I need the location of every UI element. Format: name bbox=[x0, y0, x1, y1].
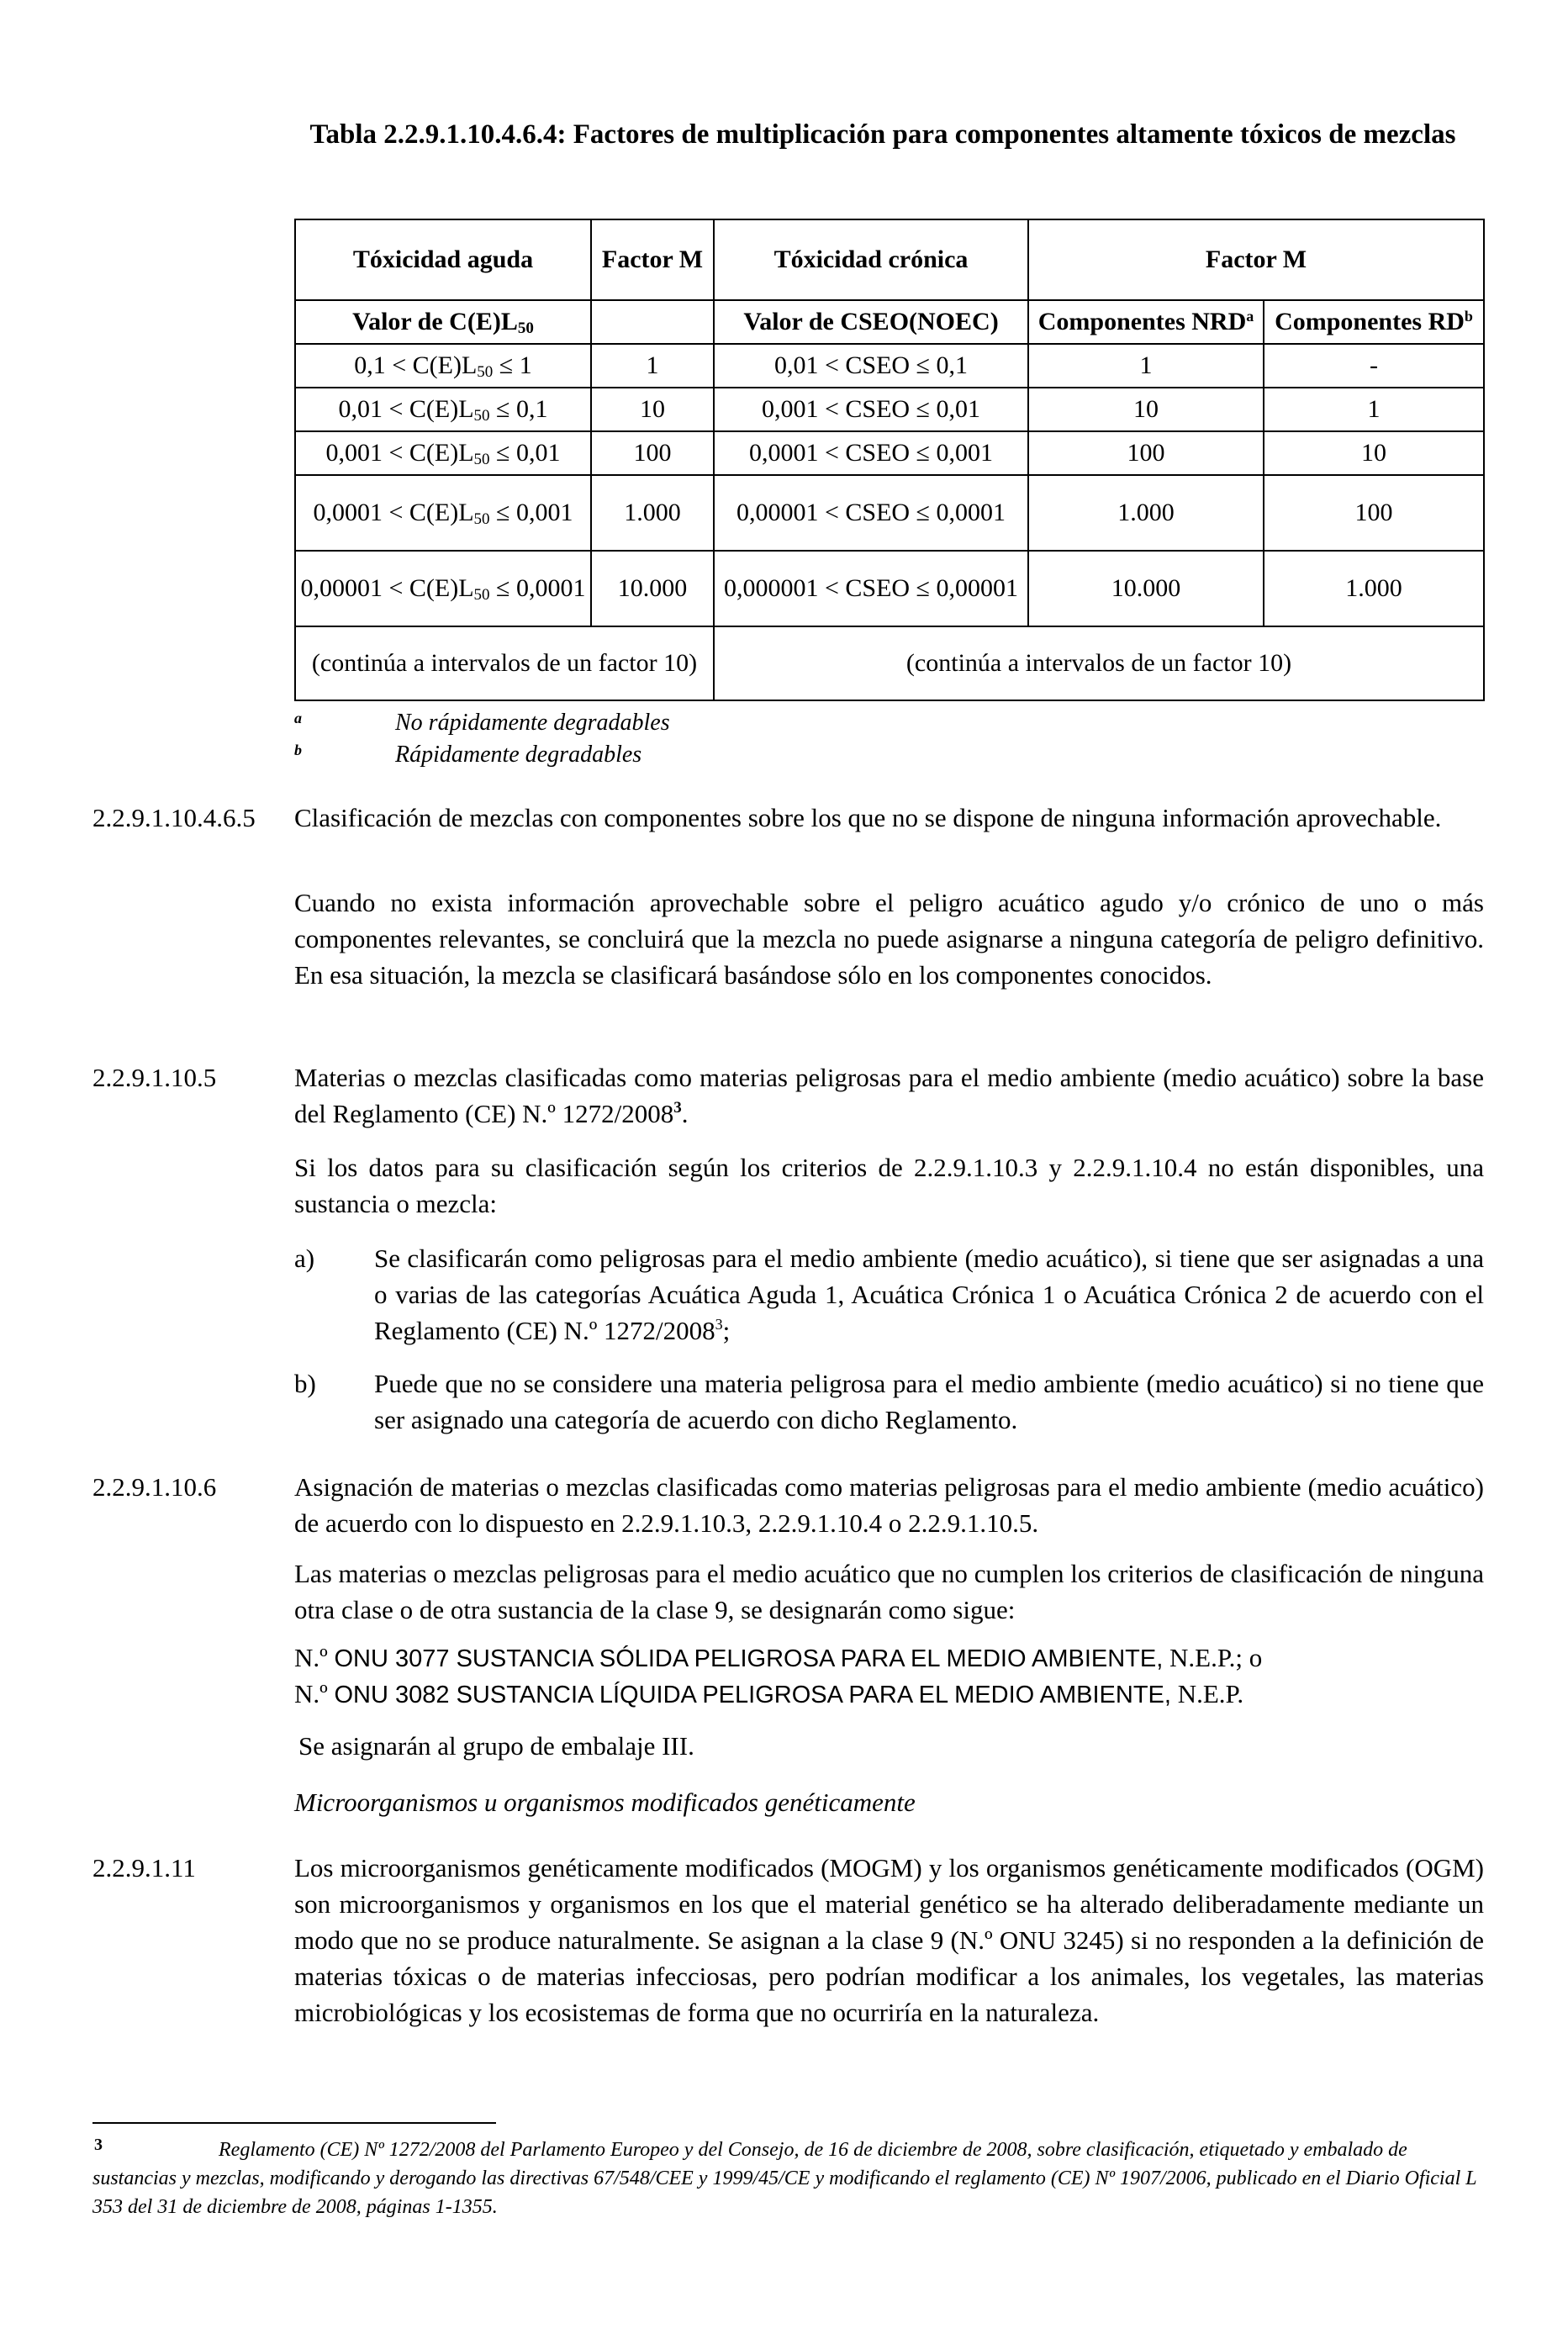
footnote-ref: 3 bbox=[715, 1316, 723, 1333]
cell-factor-m: 10 bbox=[591, 388, 714, 431]
footnote-rule bbox=[92, 2122, 496, 2124]
section-number: 2.2.9.1.10.5 bbox=[92, 1063, 217, 1092]
cell-nrd: 100 bbox=[1028, 431, 1264, 475]
paragraph: Si los datos para su clasificación según los criterios de 2.2.9.1.10.3 y 2.2.9.1.10.4 no están disponibles, una sustancia o mezcla: bbox=[294, 1153, 1484, 1218]
header-chronic: Tóxicidad crónica bbox=[714, 219, 1028, 300]
list-marker: a) bbox=[294, 1244, 315, 1273]
table-note-text: Rápidamente degradables bbox=[395, 742, 642, 768]
cell-rd: 100 bbox=[1264, 475, 1484, 551]
subheading: Microorganismos u organismos modificados genéticamente bbox=[294, 1787, 916, 1817]
list-item-text: Puede que no se considere una materia peligrosa para el medio ambiente (medio acuático) si no tiene que ser asignado una categoría de acuerdo con dicho Reglamento. bbox=[374, 1369, 1484, 1434]
list-item-text: Se clasificarán como peligrosas para el medio ambiente (medio acuático), si tiene que ser asignadas a una o varias de las categorías Acuática Aguda 1, Acuática Crónica 1 o Acuática Crónica 2 de acuerdo con el Reglamento (CE) N.º 1272/2008$^3$; bbox=[374, 1244, 1484, 1345]
table-subheader-row bbox=[295, 300, 1484, 344]
cell-acute: $0,00001 < C(E)L_{50} \le 0,0001$ bbox=[295, 551, 591, 626]
cell-acute: $0,0001 < C(E)L_{50} \le 0,001$ bbox=[295, 475, 591, 551]
cell-acute: $0,001 < C(E)L_{50} \le 0,01$ bbox=[295, 431, 591, 475]
footnote-mark: 3 bbox=[94, 2136, 103, 2154]
header-nrd: Componentes NRD$^a$ bbox=[1028, 300, 1264, 344]
table-row bbox=[295, 431, 1484, 475]
section-title: Clasificación de mezclas con componentes sobre los que no se dispone de ninguna información aprovechable. bbox=[294, 803, 1442, 832]
header-factor-m-chronic: Factor M bbox=[1028, 219, 1484, 300]
table-row bbox=[295, 475, 1484, 551]
cell-rd: - bbox=[1264, 344, 1484, 388]
cell-nrd: 10.000 bbox=[1028, 551, 1264, 626]
cell-nrd: 1.000 bbox=[1028, 475, 1264, 551]
cell-nrd: 10 bbox=[1028, 388, 1264, 431]
section-number: 2.2.9.1.10.4.6.5 bbox=[92, 803, 256, 832]
header-acute: Tóxicidad aguda bbox=[295, 219, 591, 300]
header-factor-m: Factor M bbox=[591, 219, 714, 300]
cell-continues-acute: (continúa a intervalos de un factor 10) bbox=[295, 626, 714, 700]
section-title: Asignación de materias o mezclas clasificadas como materias peligrosas para el medio ambiente (medio acuático) de acuerdo con lo dispuesto en 2.2.9.1.10.3, 2.2.9.1.10.4 o 2.2.9.1.10.5. bbox=[294, 1472, 1484, 1538]
cell-chronic: 0,001 < CSEO ≤ 0,01 bbox=[714, 388, 1028, 431]
cell-rd: 1 bbox=[1264, 388, 1484, 431]
paragraph: Las materias o mezclas peligrosas para el medio acuático que no cumplen los criterios de clasificación de ninguna otra clase o de otra sustancia de la clase 9, se designarán como sigue: bbox=[294, 1559, 1484, 1624]
paragraph: Cuando no exista información aprovechable sobre el peligro acuático agudo y/o crónico de uno o más componentes relevantes, se concluirá que la mezcla no puede asignarse a ninguna categoría de peligro definitivo. En esa situación, la mezcla se clasificará basándose sólo en los componentes conocidos. bbox=[294, 888, 1484, 990]
table-continuation-row bbox=[295, 626, 1484, 700]
cell-rd: 10 bbox=[1264, 431, 1484, 475]
cell-continues-chronic: (continúa a intervalos de un factor 10) bbox=[714, 626, 1484, 700]
section-number: 2.2.9.1.11 bbox=[92, 1853, 196, 1883]
cell-rd: 1.000 bbox=[1264, 551, 1484, 626]
un-entry: N.º ONU 3082 SUSTANCIA LÍQUIDA PELIGROSA PARA EL MEDIO AMBIENTE, N.E.P. bbox=[294, 1679, 1244, 1708]
footnote-ref: 3 bbox=[673, 1099, 682, 1117]
header-rd: Componentes $RD^b$ bbox=[1264, 300, 1484, 344]
cell-chronic: 0,01 < CSEO ≤ 0,1 bbox=[714, 344, 1028, 388]
cell-chronic: 0,0001 < CSEO ≤ 0,001 bbox=[714, 431, 1028, 475]
table-row bbox=[295, 344, 1484, 388]
un-entry: N.º ONU 3077 SUSTANCIA SÓLIDA PELIGROSA PARA EL MEDIO AMBIENTE, N.E.P.; o bbox=[294, 1643, 1263, 1672]
list-marker: b) bbox=[294, 1369, 316, 1398]
multiplication-factors-table bbox=[294, 219, 1485, 701]
header-empty-cell bbox=[591, 300, 714, 344]
cell-factor-m: 100 bbox=[591, 431, 714, 475]
table-note-mark: a bbox=[294, 710, 302, 726]
table-note-mark: b bbox=[294, 742, 302, 758]
cell-chronic: 0,000001 < CSEO ≤ 0,00001 bbox=[714, 551, 1028, 626]
section-number: 2.2.9.1.10.6 bbox=[92, 1472, 217, 1502]
table-row bbox=[295, 551, 1484, 626]
cell-factor-m: 1 bbox=[591, 344, 714, 388]
table-note-text: No rápidamente degradables bbox=[395, 710, 670, 736]
cell-acute: $0,01 < C(E)L_{50} \le 0,1$ bbox=[295, 388, 591, 431]
table-header-row bbox=[295, 219, 1484, 300]
section-title: Materias o mezclas clasificadas como materias peligrosas para el medio ambiente (medio acuático) sobre la base del Reglamento (CE) N.º 1272/2008$^3$. bbox=[294, 1063, 1484, 1128]
table-row bbox=[295, 388, 1484, 431]
header-acute-value: Valor de $C(E)L_{50}$ bbox=[295, 300, 591, 344]
paragraph: Los microorganismos genéticamente modificados (MOGM) y los organismos genéticamente modificados (OGM) son microorganismos y organismos en los que el material genético se ha alterado deliberadamente mediante un modo que no se produce naturalmente. Se asignan a la clase 9 (N.º ONU 3245) si no responden a la definición de materias tóxicas o de materias infecciosas, pero podrían modificar a los animales, los vegetales, las materias microbiológicas y los ecosistemas de forma que no ocurriría en la naturaleza. bbox=[294, 1853, 1484, 2027]
cell-nrd: 1 bbox=[1028, 344, 1264, 388]
paragraph: Se asignarán al grupo de embalaje III. bbox=[298, 1731, 694, 1761]
cell-acute: $0,1 < C(E)L_{50} \le 1$ bbox=[295, 344, 591, 388]
cell-factor-m: 10.000 bbox=[591, 551, 714, 626]
header-chronic-value: Valor de CSEO(NOEC) bbox=[714, 300, 1028, 344]
footnote-text: Reglamento (CE) Nº 1272/2008 del Parlamento Europeo y del Consejo, de 16 de diciembre de 2008, sobre clasificación, etiquetado y embalado de sustancias y mezclas, modificando y derogando las directivas 67/548/CEE y 1999/45/CE y modificando el reglamento (CE) Nº 1907/2006, publicado en el Diario Oficial L 353 del 31 de diciembre de 2008, páginas 1-1355. bbox=[92, 2139, 1477, 2218]
table-title: Tabla 2.2.9.1.10.4.6.4: Factores de multiplicación para componentes altamente tóxicos de mezclas bbox=[309, 119, 1456, 150]
cell-factor-m: 1.000 bbox=[591, 475, 714, 551]
cell-chronic: 0,00001 < CSEO ≤ 0,0001 bbox=[714, 475, 1028, 551]
